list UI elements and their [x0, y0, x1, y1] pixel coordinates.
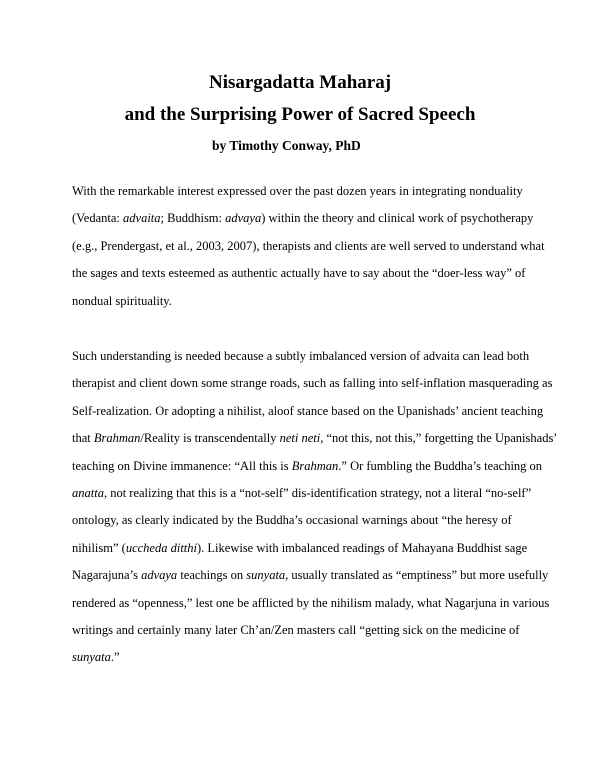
italic-text-run: sunyata: [246, 568, 286, 583]
italic-text-run: anatta: [72, 485, 104, 500]
text-line: [72, 644, 542, 671]
text-run: nondual spirituality.: [72, 293, 172, 308]
text-run: (Vedanta:: [72, 211, 124, 226]
text-line: [72, 398, 542, 425]
text-run: ). Likewise with imbalanced readings of Mahayana Buddhist sage: [197, 540, 528, 555]
italic-text-run: sunyata: [72, 650, 111, 665]
text-run: Nagarajuna’s: [72, 568, 142, 583]
text-run: teachings on: [177, 568, 247, 583]
text-run: /Reality is transcendentally: [140, 431, 280, 446]
text-run: Such understanding is needed because a subtly imbalanced version of advaita can lead both: [72, 349, 530, 363]
text-run: Self-realization. Or adopting a nihilist, aloof stance based on the Upanishads’ ancient teaching: [72, 403, 544, 418]
text-line: [72, 453, 542, 480]
italic-text-run: Brahman: [93, 431, 141, 446]
text-run: .”: [110, 650, 120, 665]
paragraph-1: [72, 178, 545, 315]
document-title-line-1: Nisargadatta Maharaj: [208, 72, 392, 93]
text-line: [72, 562, 549, 589]
italic-text-run: advaya: [141, 568, 178, 583]
italic-text-run: neti neti: [279, 431, 321, 446]
text-run: , “not this, not this,” forgetting the Upanishads’: [320, 431, 558, 446]
text-run: ) within the theory and clinical work of psychotherapy: [261, 211, 534, 226]
text-line: [72, 425, 558, 452]
text-line: [72, 590, 550, 617]
paragraph-2: [72, 343, 558, 672]
text-line: [72, 288, 542, 315]
text-run: teaching on Divine immanence: “All this is: [72, 458, 292, 473]
text-line: [72, 535, 542, 562]
author-byline: by Timothy Conway, PhD: [212, 138, 361, 153]
text-run: ontology, as clearly indicated by the Buddha’s occasional warnings about “the heresy of: [72, 513, 512, 528]
text-line: [72, 205, 542, 232]
italic-text-run: advaita: [123, 211, 161, 226]
text-run: writings and certainly many later Ch’an/Zen masters call “getting sick on the medicine of: [72, 622, 520, 637]
text-line: [72, 507, 542, 534]
italic-text-run: uccheda ditthi: [125, 540, 197, 555]
text-line: [72, 370, 553, 397]
text-run: nihilism” (: [72, 540, 126, 555]
text-run: , not realizing that this is a “not-self” dis-identification strategy, not a literal “no-self”: [103, 485, 532, 500]
text-line: [72, 480, 542, 507]
text-run: rendered as “openness,” lest one be afflicted by the nihilism malady, what Nagarjuna in various: [72, 595, 550, 610]
text-run: With the remarkable interest expressed over the past dozen years in integrating nonduality: [72, 184, 523, 198]
text-run: ; Buddhism:: [160, 211, 226, 226]
text-line: [72, 617, 542, 644]
document-title-line-2: and the Surprising Power of Sacred Speech: [124, 104, 476, 125]
text-run: (e.g., Prendergast, et al., 2003, 2007), therapists and clients are well served to understand what: [72, 238, 545, 253]
text-line: [72, 260, 542, 287]
text-run: .” Or fumbling the Buddha’s teaching on: [338, 458, 543, 473]
text-run: , usually translated as “emptiness” but more usefully: [285, 568, 549, 583]
italic-text-run: advaya: [225, 211, 262, 226]
text-run: the sages and texts esteemed as authentic actually have to say about the “doer-less way” of: [72, 266, 526, 281]
text-line: [72, 178, 542, 205]
text-line: [72, 343, 542, 370]
text-run: therapist and client down some strange roads, such as falling into self-inflation masquerading as: [72, 376, 553, 391]
text-line: [72, 233, 545, 260]
text-run: that: [72, 431, 94, 446]
italic-text-run: Brahman: [291, 458, 339, 473]
